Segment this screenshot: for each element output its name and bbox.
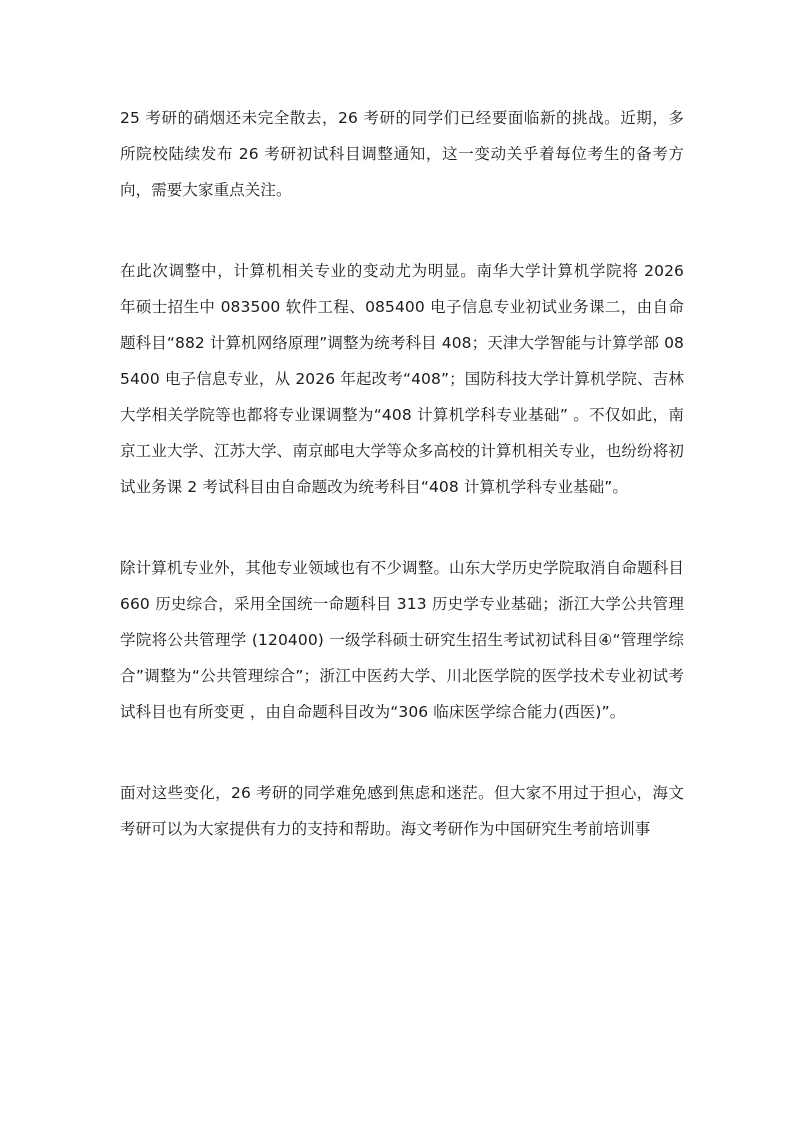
paragraph-other-majors: 除计算机专业外，其他专业领域也有不少调整。山东大学历史学院取消自命题科目 660 历史综合，采用全国统一命题科目 313 历史学专业基础；浙江大学公共管理学院将公共管理学 (120400) 一级学科硕士研究生招生考试初试科目④“管理学综合”调整为“公共管理综合”；浙江中医药大学、川北医学院的医学技术专业初试考试科目也有所变更 ，由自命题科目改为“306 临床医学综合能力(西医)”。 bbox=[120, 559, 684, 721]
paragraph-haiwen: 面对这些变化，26 考研的同学难免感到焦虑和迷茫。但大家不用过于担心，海文考研可以为大家提供有力的支持和帮助。海文考研作为中国研究生考前培训事 bbox=[120, 784, 684, 838]
paragraph-intro: 25 考研的硝烟还未完全散去，26 考研的同学们已经要面临新的挑战。近期，多所院校陆续发布 26 考研初试科目调整通知，这一变动关乎着每位考生的备考方向，需要大家重点关注。 bbox=[120, 109, 684, 199]
paragraph-computer-science: 在此次调整中，计算机相关专业的变动尤为明显。南华大学计算机学院将 2026 年硕士招生中 083500 软件工程、085400 电子信息专业初试业务课二，由自命题科目“882 计算机网络原理”调整为统考科目 408；天津大学智能与计算学部 085400 电子信息专业，从 2026 年起改考“408”；国防科技大学计算机学院、吉林大学相关学院等也都将专业课调整为“408 计算机学科专业基础” 。不仅如此，南京工业大学、江苏大学、南京邮电大学等众多高校的计算机相关专业，也纷纷将初试业务课 2 考试科目由自命题改为统考科目“408 计算机学科专业基础”。 bbox=[120, 262, 684, 496]
